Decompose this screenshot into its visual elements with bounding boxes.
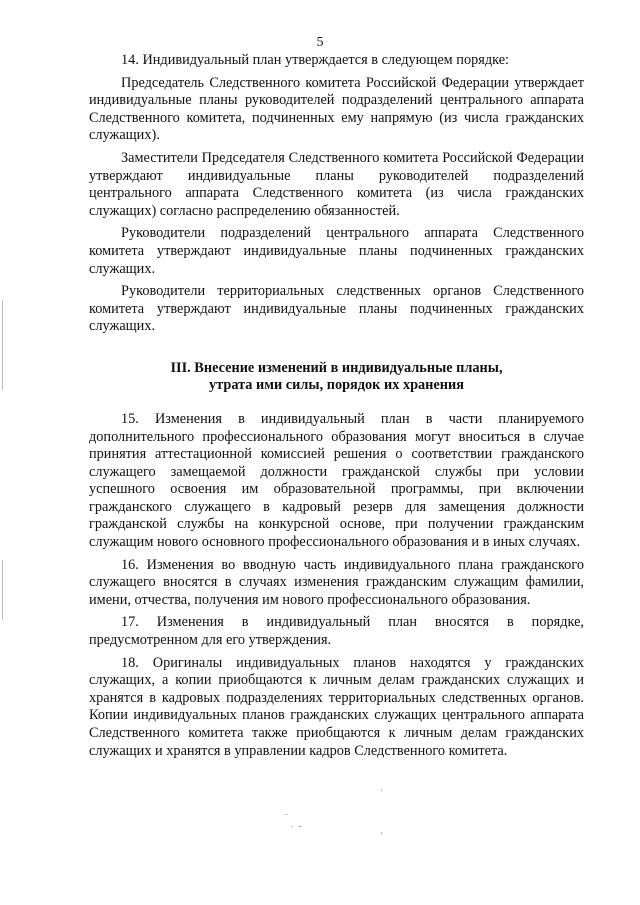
- paragraph-14: 14. Индивидуальный план утверждается в следующем порядке:: [121, 52, 510, 68]
- scan-edge-line: [2, 300, 3, 390]
- scan-speck: ˌ: [380, 826, 383, 836]
- paragraph-chairman: Председатель Следственного комитета Российской Федерации утверждает индивидуальные планы руководителей подразделений центрального аппарата Следственного комитета, подчиненных ему напрямую (из числа гражданских служащих).: [89, 74, 584, 144]
- paragraph-18: 18. Оригиналы индивидуальных планов находятся у гражданских служащих, а копии приобщаются к личным делам гражданских служащих и хранятся в кадровых подразделениях территориальных следственных органов. Копии индивидуальных планов гражданских служащих центрального аппарата Следственного комитета также приобщаются к личным делам гражданских служащих и хранятся в управлении кадров Следственного комитета.: [89, 654, 584, 759]
- section-heading-line-2: утрата ими силы, порядок их хранения: [209, 376, 464, 393]
- paragraph-deputies: Заместители Председателя Следственного комитета Российской Федерации утверждают индивидуальные планы руководителей подразделений центрального аппарата Следственного комитета (из числа гражданских служащих) согласно распределению обязанностей.: [89, 149, 584, 219]
- scan-edge-line: [2, 560, 3, 620]
- paragraph-16: 16. Изменения во вводную часть индивидуального плана гражданского служащего вносятся в случаях изменения гражданским служащим фамилии, имени, отчества, получения им нового профессионального образования.: [89, 556, 584, 608]
- section-heading-line-1: III. Внесение изменений в индивидуальные планы,: [170, 359, 503, 376]
- paragraph-territorial-heads: Руководители территориальных следственных органов Следственного комитета утверждают индивидуальные планы подчиненных гражданских служащих.: [89, 283, 584, 335]
- paragraph-15: 15. Изменения в индивидуальный план в части планируемого дополнительного профессионального образования могут вноситься в случае принятия аттестационной комиссией решения о соответствии гражданского служащего замещаемой должности гражданской службы при условии успешного освоения им образовательной программы, при включении гражданского служащего в кадровый резерв для замещения должности гражданской службы на конкурсной основе, при получении гражданским служащим нового основного профессионального образования и в иных случаях.: [89, 410, 584, 551]
- scan-speck: ·: [380, 786, 383, 796]
- scan-speck: ˙ ˘: [290, 826, 302, 836]
- scan-speck: ⁻: [284, 812, 289, 822]
- page-number: 5: [316, 35, 324, 50]
- paragraph-central-heads: Руководители подразделений центрального аппарата Следственного комитета утверждают индивидуальные планы подчиненных гражданских служащих.: [89, 225, 584, 277]
- paragraph-17: 17. Изменения в индивидуальный план вносятся в порядке, предусмотренном для его утверждения.: [89, 614, 584, 649]
- section-heading: [89, 360, 584, 394]
- document-body: [89, 52, 584, 765]
